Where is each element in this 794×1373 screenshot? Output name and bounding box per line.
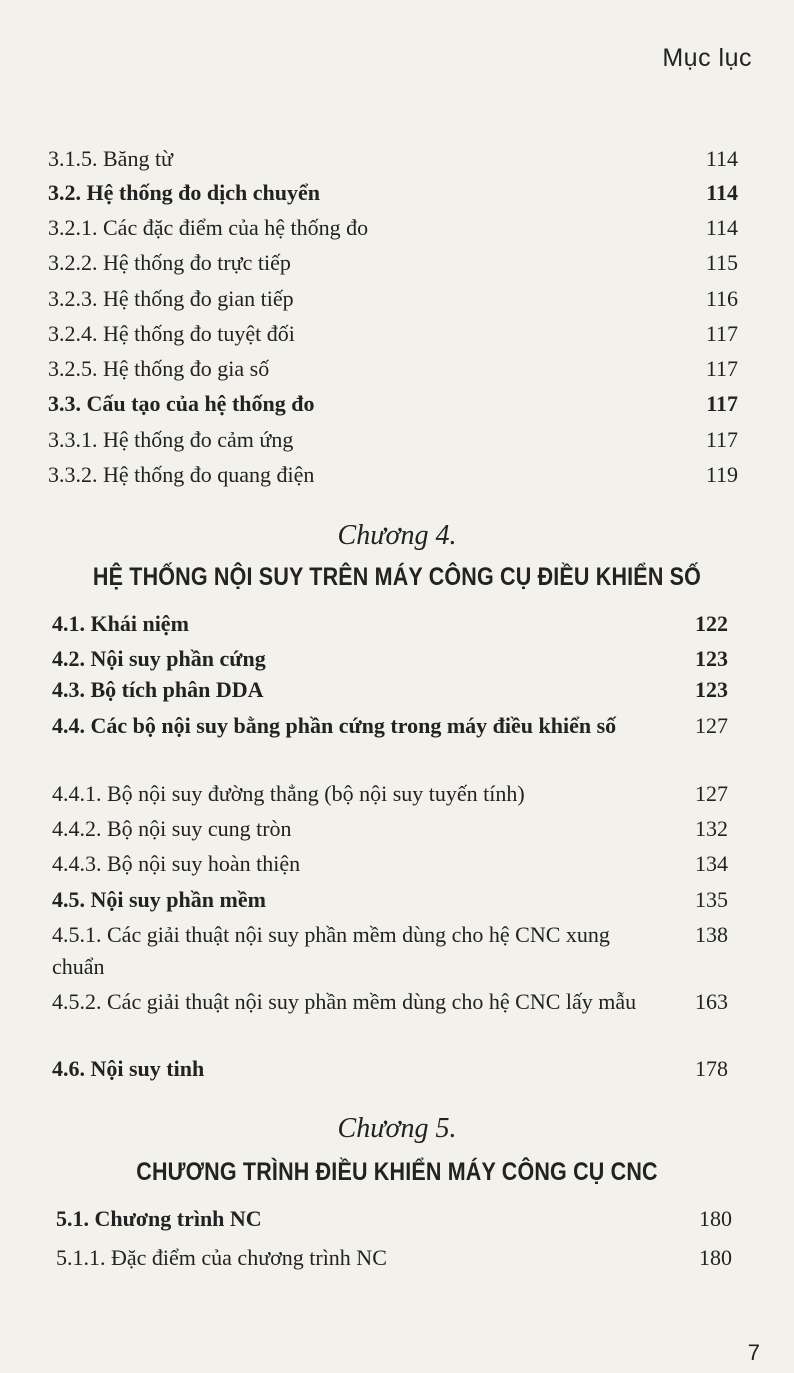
toc-entry-title: 3.3.1. Hệ thống đo cảm ứng	[48, 427, 294, 452]
toc-entry-page: 123	[695, 646, 728, 671]
toc-entry-title: 3.2.5. Hệ thống đo gia số	[48, 356, 270, 381]
toc-entry-page: 132	[695, 816, 728, 841]
toc-entry-title: 3.2.2. Hệ thống đo trực tiếp	[48, 250, 291, 275]
toc-entry-page: 134	[695, 851, 728, 876]
toc-entry-page: 178	[695, 1056, 728, 1081]
toc-entry-page: 180	[699, 1245, 732, 1270]
toc-entry-title: 5.1.1. Đặc điểm của chương trình NC	[56, 1245, 387, 1270]
toc-entry-title: 4.4. Các bộ nội suy bằng phần cứng trong máy điều khiển số	[52, 713, 617, 738]
toc-entry	[52, 608, 728, 640]
toc-entry-page: 119	[705, 462, 738, 487]
toc-entry	[56, 1203, 732, 1235]
toc-entry-page: 117	[705, 356, 738, 381]
toc-entry-title: 3.1.5. Băng từ	[48, 146, 173, 171]
toc-entry-page: 123	[695, 677, 728, 702]
toc-entry-page: 117	[705, 427, 738, 452]
toc-entry	[48, 459, 738, 491]
toc-entry-page: 114	[705, 146, 738, 171]
toc-entry-page: 163	[695, 989, 728, 1014]
toc-entry-title: 4.2. Nội suy phần cứng	[52, 646, 266, 671]
toc-entry	[48, 388, 738, 420]
toc-entry-page: 127	[695, 713, 728, 738]
page-number: 7	[747, 1340, 760, 1365]
toc-entry	[52, 778, 728, 810]
toc-entry-title: 4.4.1. Bộ nội suy đường thẳng (bộ nội suy tuyến tính)	[52, 781, 525, 806]
toc-entry	[48, 177, 738, 209]
toc-entry	[48, 318, 738, 350]
toc-entry-title: 3.2.1. Các đặc điểm của hệ thống đo	[48, 215, 369, 240]
toc-entry	[52, 1053, 728, 1085]
toc-entry	[48, 247, 738, 279]
toc-entry	[48, 424, 738, 456]
chapter-title: HỆ THỐNG NỘI SUY TRÊN MÁY CÔNG CỤ ĐIỀU KHIỂN SỐ	[92, 563, 702, 591]
toc-entry-title: 3.2.4. Hệ thống đo tuyệt đối	[48, 321, 295, 346]
toc-entry-page: 135	[695, 887, 728, 912]
toc-entry-title: 4.1. Khái niệm	[52, 611, 189, 636]
toc-entry	[48, 212, 738, 244]
toc-entry-page: 122	[695, 611, 728, 636]
toc-entry-page: 116	[705, 286, 738, 311]
chapter-label: Chương 4.	[337, 520, 457, 551]
toc-entry-page: 117	[705, 321, 738, 346]
toc-entry-page: 114	[706, 180, 738, 205]
toc-entry-title: 4.3. Bộ tích phân DDA	[52, 677, 264, 702]
toc-entry-title: 3.3. Cấu tạo của hệ thống đo	[48, 391, 315, 416]
toc-entry	[48, 283, 738, 315]
toc-entry	[52, 919, 728, 983]
toc-entry-title: 4.5. Nội suy phần mềm	[52, 887, 266, 912]
toc-entry	[52, 884, 728, 916]
toc-entry-title: 4.4.2. Bộ nội suy cung tròn	[52, 816, 292, 841]
toc-entry	[52, 813, 728, 845]
toc-entry-title: 3.3.2. Hệ thống đo quang điện	[48, 462, 315, 487]
chapter-label: Chương 5.	[337, 1113, 457, 1144]
toc-entry	[52, 674, 728, 706]
toc-entry-title: 4.5.2. Các giải thuật nội suy phần mềm dùng cho hệ CNC lấy mẫu	[52, 989, 637, 1014]
toc-entry-title: 3.2.3. Hệ thống đo gian tiếp	[48, 286, 294, 311]
toc-entry	[52, 848, 728, 880]
toc-entry-page: 115	[705, 250, 738, 275]
toc-entry-title: 4.6. Nội suy tinh	[52, 1056, 205, 1081]
toc-entry	[56, 1242, 732, 1274]
toc-entry-page: 138	[695, 922, 728, 947]
toc-entry	[52, 986, 728, 1018]
toc-entry-page: 117	[706, 391, 738, 416]
toc-entry-title: 4.5.1. Các giải thuật nội suy phần mềm dùng cho hệ CNC xung chuẩn	[52, 922, 610, 979]
toc-entry	[48, 143, 738, 175]
toc-entry-title: 4.4.3. Bộ nội suy hoàn thiện	[52, 851, 301, 876]
toc-entry-title: 3.2. Hệ thống đo dịch chuyển	[48, 180, 320, 205]
chapter-title: CHƯƠNG TRÌNH ĐIỀU KHIỂN MÁY CÔNG CỤ CNC	[136, 1158, 658, 1186]
toc-entry	[52, 643, 728, 675]
toc-entry-page: 127	[695, 781, 728, 806]
toc-entry	[48, 353, 738, 385]
toc-entry	[52, 710, 728, 742]
toc-entry-page: 114	[705, 215, 738, 240]
running-head: Mục lục	[662, 44, 752, 72]
toc-entry-title: 5.1. Chương trình NC	[56, 1206, 262, 1231]
toc-entry-page: 180	[699, 1206, 732, 1231]
